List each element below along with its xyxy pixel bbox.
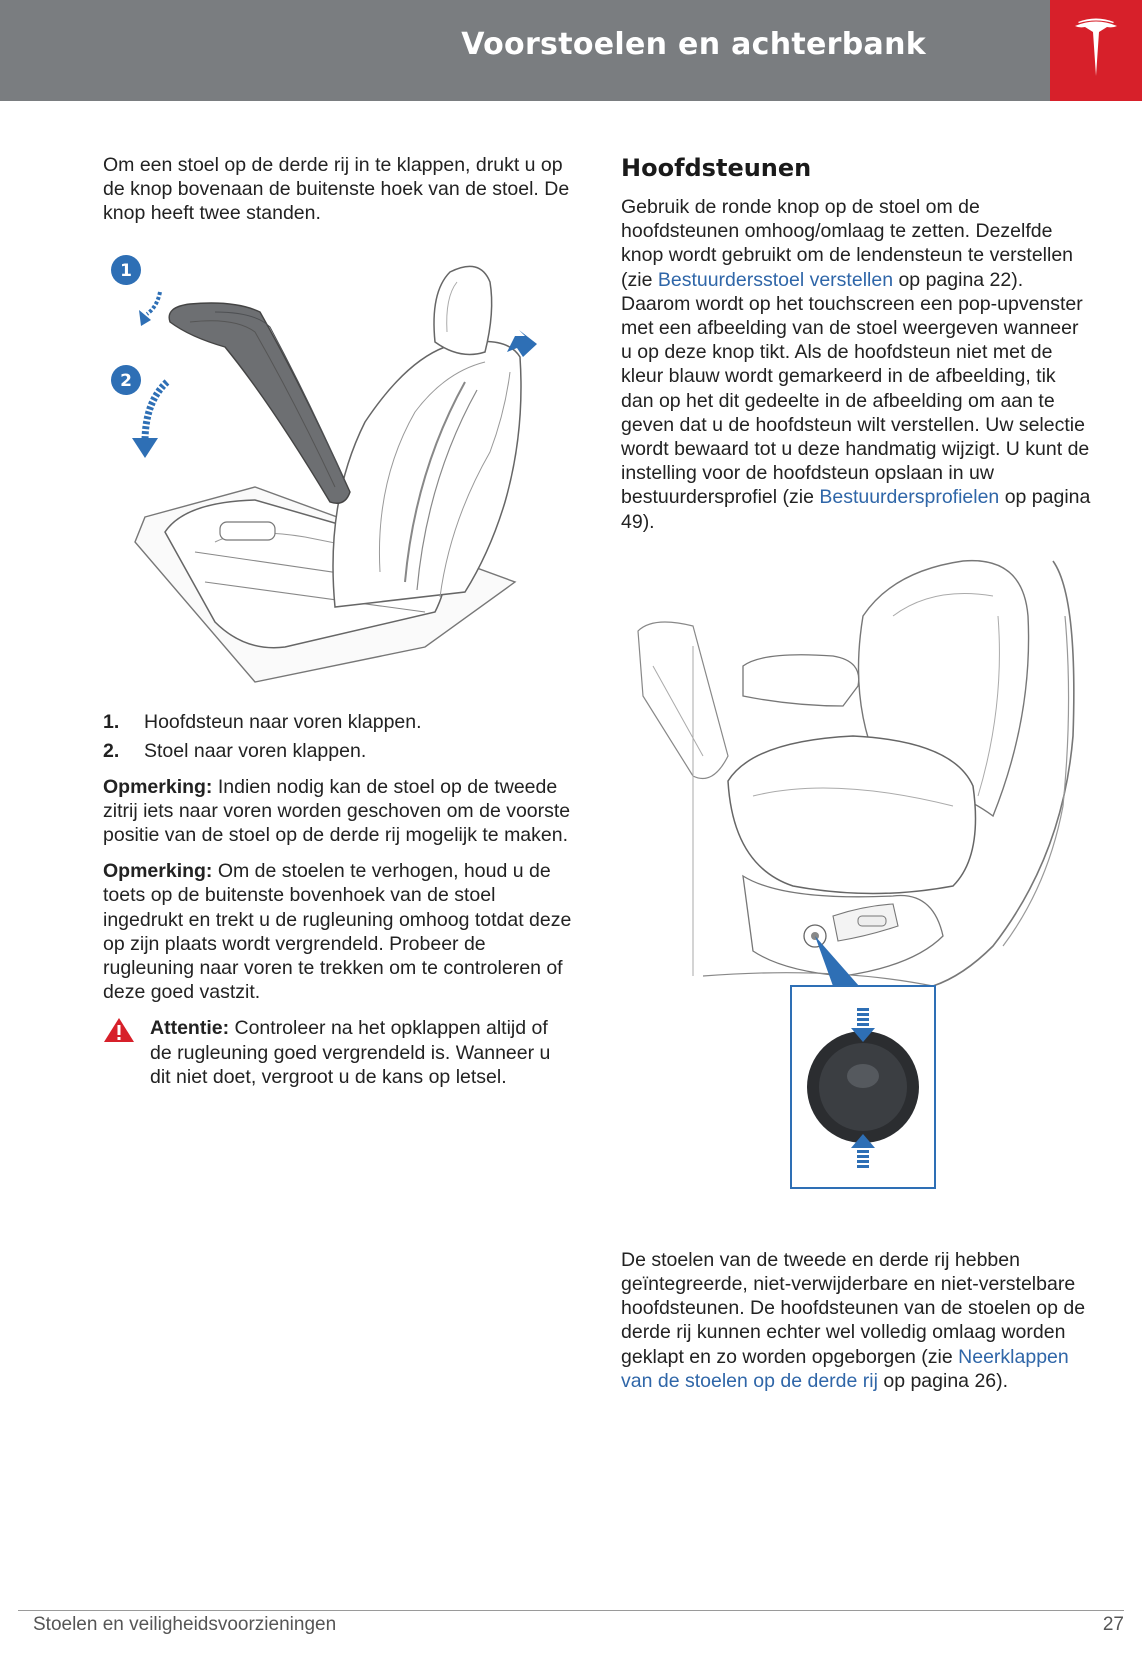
- fixed-headrests-paragraph: De stoelen van de tweede en derde rij hebben geïntegreerde, niet-verwijderbare en niet-verstelbare hoofdsteunen. De hoofdsteunen van de stoelen op de derde rij kunnen echter wel volledig omlaag worden geklapt en zo worden opgeborgen (zie Neerklappen van de stoelen op de derde rij op pagina 26).: [621, 1248, 1086, 1392]
- callout-2-label: 2: [120, 370, 132, 391]
- page-number: 27: [1102, 1614, 1124, 1635]
- list-item: 2. Stoel naar voren klappen.: [103, 739, 367, 762]
- callout-1-label: 1: [120, 260, 132, 281]
- page-header: [0, 0, 1050, 101]
- link-neerklappen[interactable]: Neerklappen van de stoelen op de derde rij: [621, 1345, 1069, 1392]
- link-bestuurdersprofielen[interactable]: Bestuurdersprofielen: [819, 486, 1000, 509]
- warning-triangle-icon: [103, 1016, 135, 1044]
- steps-list: [103, 710, 573, 763]
- headrest-button-figure: [633, 556, 1091, 1236]
- list-item: 1. Hoofdsteun naar voren klappen.: [103, 710, 422, 733]
- note-paragraph: Opmerking: Om de stoelen te verhogen, houd u de toets op de buitenste bovenhoek van de stoel ingedrukt en trekt u de rugleuning omhoog totdat deze op zijn plaats wordt vergrendeld. Probeer de rugleuning naar voren te trekken om te controleren of deze goed vastzit.: [103, 860, 572, 1004]
- footer-section-name: Stoelen en veiligheidsvoorzieningen: [33, 1614, 337, 1635]
- section-heading: Hoofdsteunen: [621, 154, 812, 182]
- right-column: [621, 153, 1091, 1393]
- intro-paragraph: Om een stoel op de derde rij in te klappen, drukt u op de knop bovenaan de buitenste hoek van de stoel. De knop heeft twee standen.: [103, 154, 570, 225]
- note-paragraph: Opmerking: Indien nodig kan de stoel op de tweede zitrij iets naar voren worden geschoven om de voorste positie van de stoel op de derde rij mogelijk te maken.: [103, 775, 571, 847]
- warning-block: Attentie: Controleer na het opklappen altijd of de rugleuning goed vergrendeld is. Wanneer u dit niet doet, vergroot u de kans op letsel.: [103, 1016, 573, 1089]
- section-title: Voorstoelen en achterbank: [461, 27, 926, 62]
- footer-divider: [18, 1610, 1124, 1611]
- headrest-paragraph: Gebruik de ronde knop op de stoel om de hoofdsteunen omhoog/omlaag te zetten. Dezelfde knop wordt gebruikt om de lendensteun te verstellen (zie Bestuurdersstoel verstellen op pagina 22). Daarom wordt op het touchscreen een pop-upvenster met een afbeelding van de stoel weergeven wanneer u op deze knop tikt. Als de hoofdsteun niet met de kleur blauw wordt gemarkeerd in de afbeelding, tik dan op het dit gedeelte in de afbeelding om aan te geven dat u de hoofdsteun wilt verstellen. Uw selectie wordt bewaard tot u deze handmatig wijzigt. U kunt de instelling voor de hoofdsteun opslaan in uw bestuurdersprofiel (zie Bestuurdersprofielen op pagina 49).: [621, 196, 1091, 533]
- tesla-logo-icon: [1073, 18, 1119, 78]
- brand-logo-box: [1050, 0, 1142, 101]
- left-column: [103, 153, 573, 1089]
- seat-fold-figure: [105, 252, 573, 692]
- link-bestuurdersstoel[interactable]: Bestuurdersstoel verstellen: [657, 268, 894, 291]
